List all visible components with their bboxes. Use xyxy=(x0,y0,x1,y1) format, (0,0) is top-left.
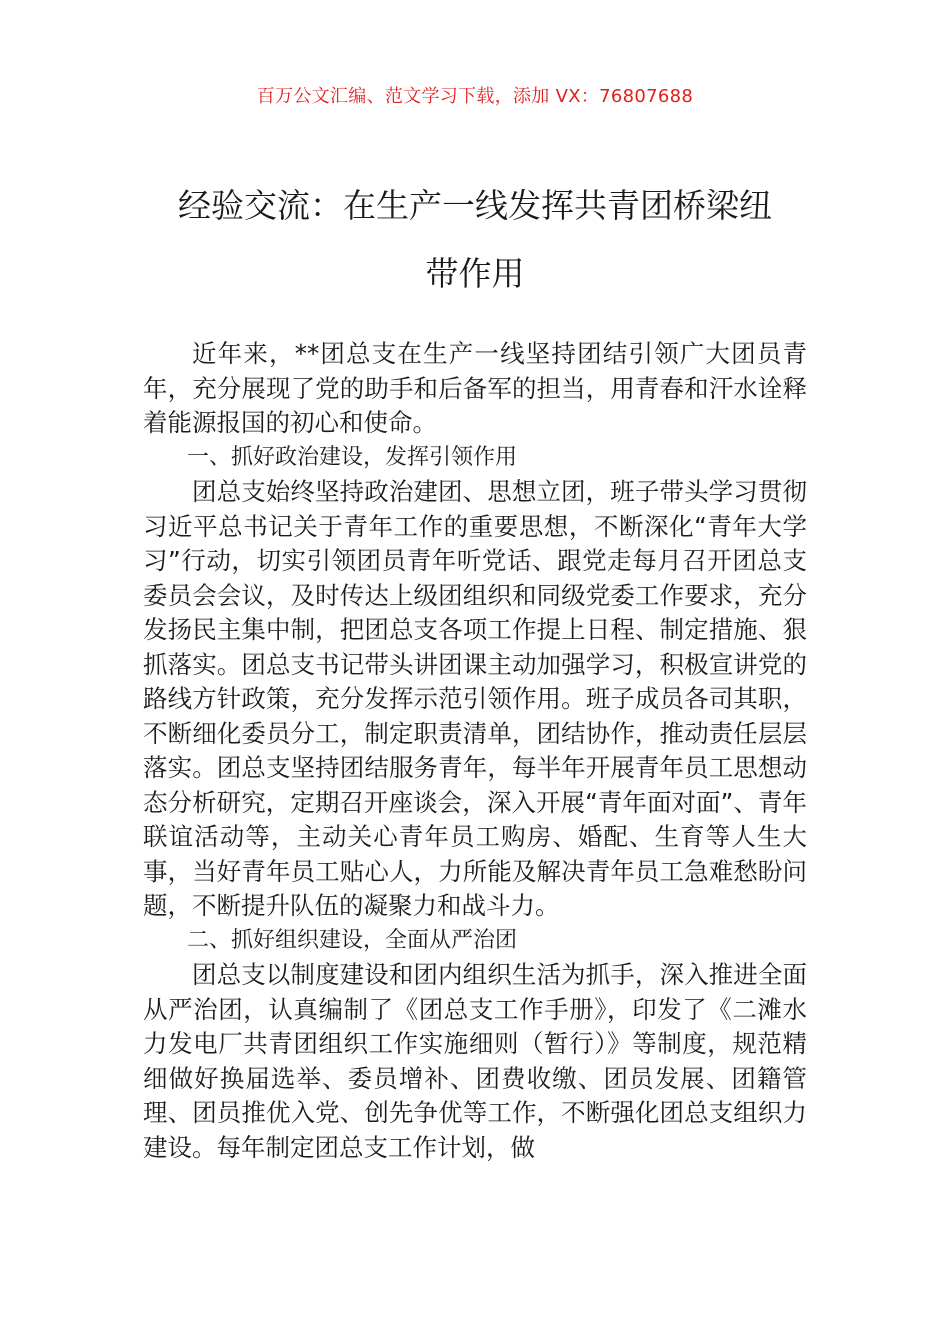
download-banner: 百万公文汇编、范文学习下载，添加 VX：76807688 xyxy=(256,86,694,107)
section-2-paragraph: 团总支以制度建设和团内组织生活为抓手，深入推进全面从严治团，认真编制了《团总支工作手册》，印发了《二滩水力发电厂共青团组织工作实施细则（暂行）》等制度，规范精细做好换届选举、委员增补、团费收缴、团员发展、团籍管理、团员推优入党、创先争优等工作，不断强化团总支组织力建设。每年制定团总支工作计划，做 xyxy=(143,960,807,1162)
section-heading-1: 一、抓好政治建设，发挥引领作用 xyxy=(187,444,518,470)
title-line-1: 经验交流：在生产一线发挥共青团桥梁纽 xyxy=(178,186,772,225)
section-1-paragraph: 团总支始终坚持政治建团、思想立团，班子带头学习贯彻习近平总书记关于青年工作的重要思想，不断深化“青年大学习”行动，切实引领团员青年听党话、跟党走每月召开团总支委员会会议，及时传达上级团组织和同级党委工作要求，充分发扬民主集中制，把团总支各项工作提上日程、制定措施、狠抓落实。团总支书记带头讲团课主动加强学习，积极宣讲党的路线方针政策，充分发挥示范引领作用。班子成员各司其职，不断细化委员分工，制定职责清单，团结协作，推动责任层层落实。团总支坚持团结服务青年，每半年开展青年员工思想动态分析研究，定期召开座谈会，深入开展“青年面对面”、青年联谊活动等，主动关心青年员工购房、婚配、生育等人生大事，当好青年员工贴心人，力所能及解决青年员工急难愁盼问题，不断提升队伍的凝聚力和战斗力。 xyxy=(143,477,807,920)
section-heading-2: 二、抓好组织建设，全面从严治团 xyxy=(187,927,518,953)
page-title xyxy=(150,172,800,308)
intro-paragraph: 近年来，**团总支在生产一线坚持团结引领广大团员青年，充分展现了党的助手和后备军的担当，用青春和汗水诠释着能源报国的初心和使命。 xyxy=(143,339,807,437)
title-line-2: 带作用 xyxy=(425,254,525,293)
document-body xyxy=(143,337,807,1165)
